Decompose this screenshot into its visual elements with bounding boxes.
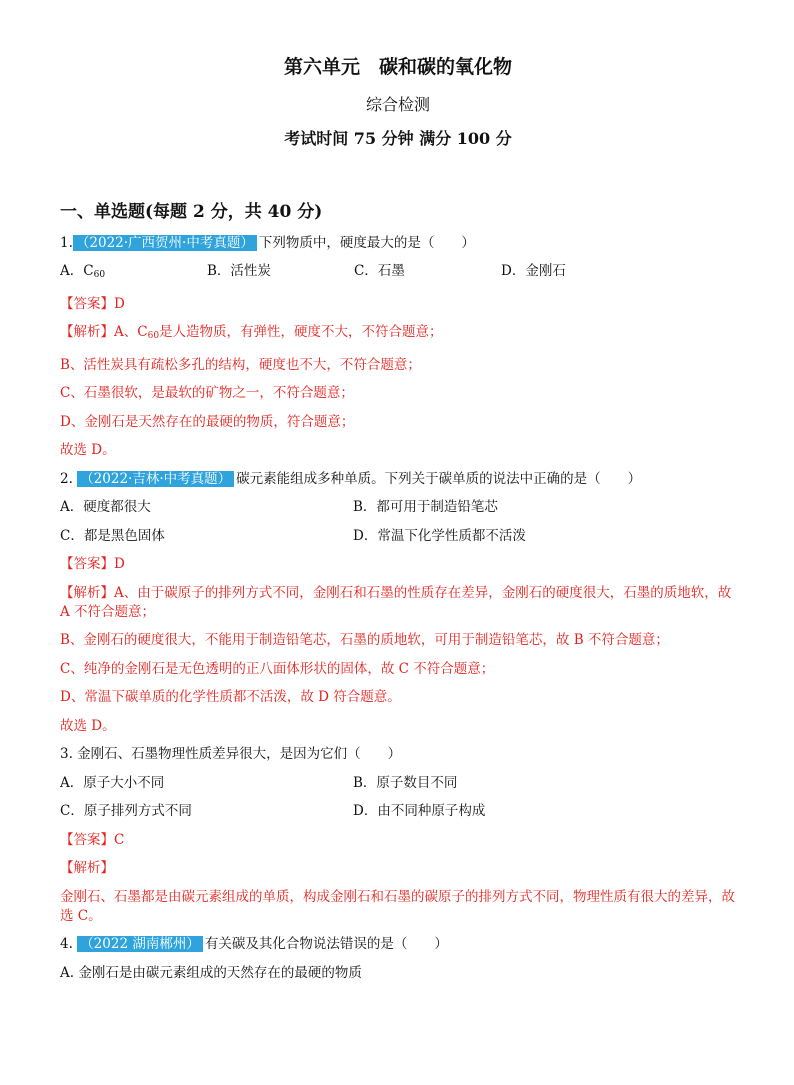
source-tag: （2022·吉林·中考真题） [77,471,234,487]
question-number: 4. [60,936,73,952]
source-tag: （2022·广西贺州·中考真题） [73,235,257,251]
option-b: B．原子数目不同 [353,774,458,791]
question-3-options-row2 [60,802,736,821]
question-3-options-row1 [60,774,736,793]
analysis-line: B、活性炭具有疏松多孔的结构，硬度也不大，不符合题意； [60,356,421,373]
question-1-options [60,262,736,285]
option-b: B．都可用于制造铅笔芯 [353,499,498,515]
question-4-stem [60,935,736,954]
conclusion-line: 故选 D。 [60,717,116,734]
analysis-line: 【解析】A、$C_{60}$是人造物质，有弹性，硬度不大，不符合题意； [60,324,443,341]
conclusion-line: 故选 D。 [60,442,116,458]
question-1-stem [60,234,736,253]
section-heading: 一、单选题(每题 2 分，共 40 分) [60,202,323,222]
option-a: A. 金刚石是由碳元素组成的天然存在的最硬的物质 [60,964,362,981]
option-d: D．常温下化学性质都不活泼 [353,527,526,544]
exam-info: 考试时间 75 分钟 满分 100 分 [284,129,512,148]
source-tag: （2022 湖南郴州） [77,936,203,952]
question-2-stem [60,470,736,489]
analysis-line: B、金刚石的硬度很大，不能用于制造铅笔芯，石墨的质地软，可用于制造铅笔芯，故 B 不符合题意； [60,632,669,648]
analysis-line: D、常温下碳单质的化学性质都不活泼，故 D 符合题意。 [60,689,401,705]
option-c: C．都是黑色固体 [60,527,165,544]
answer-line: 【答案】D [60,295,125,312]
analysis-line: 【解析】A、由于碳原子的排列方式不同，金刚石和石墨的性质存在差异，金刚石的硬度很大，石墨的质地软，故 A 不符合题意； [60,584,732,620]
analysis-line: C、石墨很软，是最软的矿物之一，不符合题意； [60,385,354,401]
analysis-line: D、金刚石是天然存在的最硬的物质，符合题意； [60,413,355,430]
answer-line: 【答案】D [60,556,125,572]
question-text: 碳元素能组成多种单质。下列关于碳单质的说法中正确的是（ ） [236,470,642,487]
question-2-options-row2 [60,527,736,546]
answer-line: 【答案】C [60,831,125,848]
question-3-stem: 3. 金刚石、石墨物理性质差异很大，是因为它们（ ） [60,746,402,762]
question-text: 下列物质中，硬度最大的是（ ） [258,234,475,251]
option-a: A．硬度都很大 [60,499,151,515]
option-a: A．原子大小不同 [60,774,165,791]
page-subtitle: 综合检测 [365,95,430,114]
analysis-line: 金刚石、石墨都是由碳元素组成的单质，构成金刚石和石墨的碳原子的排列方式不同，物理性质有很大的差异，故选 C。 [60,888,735,924]
title-block [60,0,736,150]
question-number: 1. [60,234,73,251]
option-c: C．石墨 [354,263,405,279]
option-d: D．由不同种原子构成 [353,803,486,819]
option-c: C．原子排列方式不同 [60,803,192,819]
question-text: 有关碳及其化合物说法错误的是（ ） [204,936,448,952]
analysis-label: 【解析】 [60,860,114,876]
page-title: 第六单元 碳和碳的氧化物 [283,56,512,78]
analysis-line: C、纯净的金刚石是无色透明的正八面体形状的固体，故 C 不符合题意； [60,660,495,677]
option-b: B．活性炭 [207,263,271,279]
option-d: D．金刚石 [501,263,566,279]
question-2-options-row1 [60,498,736,517]
option-a: A．$C_{60}$ [60,263,106,280]
question-number: 2. [60,470,73,487]
